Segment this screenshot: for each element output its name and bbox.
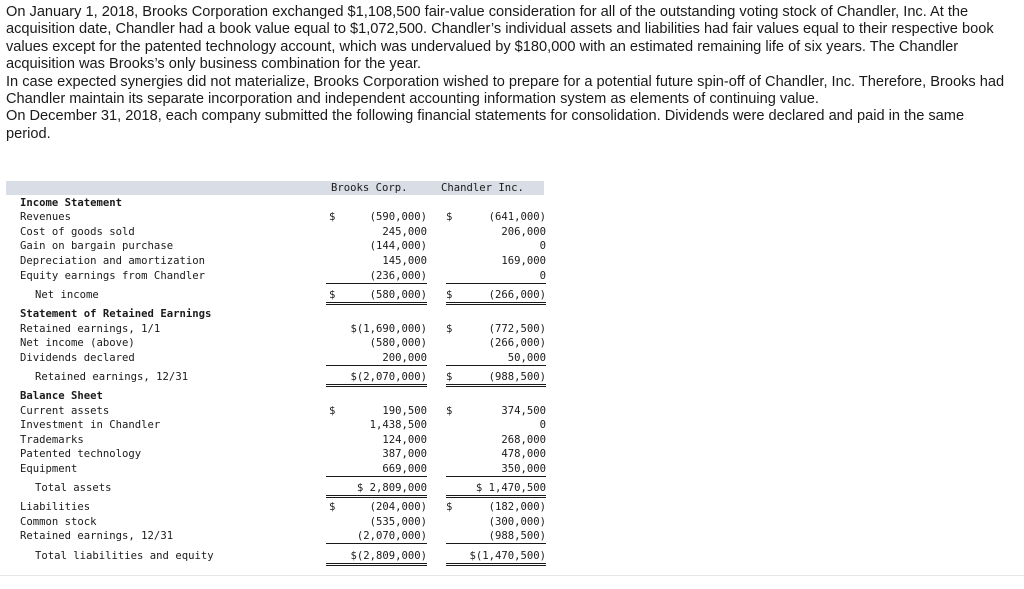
value-chandler: 268,000 bbox=[501, 434, 546, 446]
section-heading: Statement of Retained Earnings bbox=[20, 308, 212, 320]
table-row bbox=[6, 239, 544, 253]
dollar-sign-chandler: $ bbox=[446, 323, 453, 335]
section-heading-row bbox=[6, 307, 544, 321]
table-row bbox=[6, 351, 544, 365]
dollar-sign-chandler: $ bbox=[446, 405, 453, 417]
value-brooks: 124,000 bbox=[382, 434, 427, 446]
section-heading: Balance Sheet bbox=[20, 390, 103, 402]
table-row bbox=[6, 447, 544, 461]
value-brooks: 1,438,500 bbox=[369, 419, 427, 431]
dollar-sign-chandler: $ bbox=[446, 501, 453, 513]
value-chandler: (988,500) bbox=[446, 370, 546, 387]
row-label: Patented technology bbox=[20, 448, 142, 460]
value-brooks: $(2,070,000) bbox=[326, 370, 427, 387]
table-row bbox=[6, 288, 544, 302]
row-label: Equipment bbox=[20, 463, 78, 475]
table-row bbox=[6, 404, 544, 418]
row-label: Net income bbox=[35, 289, 99, 301]
dollar-sign-chandler: $ bbox=[446, 371, 453, 383]
section-heading-row bbox=[6, 196, 544, 210]
value-brooks: $(2,809,000) bbox=[326, 549, 427, 566]
table-row bbox=[6, 370, 544, 384]
table-row bbox=[6, 225, 544, 239]
table-row bbox=[6, 210, 544, 224]
table-row bbox=[6, 549, 544, 563]
row-label: Trademarks bbox=[20, 434, 84, 446]
intro-paragraph-2: In case expected synergies did not materialize, Brooks Corporation wished to prepare for a potential future spin-off of Chandler, Inc. Therefore, Brooks had Chandler maintain its separate incorporation and independent accounting information system as elements of continuing value. bbox=[6, 73, 1005, 108]
dollar-sign-chandler: $ bbox=[446, 211, 453, 223]
table-row bbox=[6, 322, 544, 336]
value-brooks: 200,000 bbox=[326, 351, 427, 366]
table-row bbox=[6, 336, 544, 350]
dollar-sign-brooks: $ bbox=[329, 289, 336, 301]
value-chandler: 350,000 bbox=[446, 462, 546, 477]
value-brooks: (144,000) bbox=[369, 240, 427, 252]
row-label: Retained earnings, 12/31 bbox=[20, 530, 174, 542]
table-row bbox=[6, 433, 544, 447]
value-chandler: (641,000) bbox=[488, 211, 546, 223]
value-chandler: 0 bbox=[539, 419, 546, 431]
value-chandler: 0 bbox=[539, 240, 546, 252]
table-row bbox=[6, 269, 544, 283]
value-brooks: 245,000 bbox=[382, 226, 427, 238]
table-row bbox=[6, 462, 544, 476]
row-label: Current assets bbox=[20, 405, 110, 417]
dollar-sign-brooks: $ bbox=[329, 405, 336, 417]
value-brooks: (204,000) bbox=[369, 501, 427, 513]
value-brooks: (2,070,000) bbox=[326, 529, 427, 544]
value-brooks: $(1,690,000) bbox=[350, 323, 427, 335]
table-row bbox=[6, 515, 544, 529]
row-label: Gain on bargain purchase bbox=[20, 240, 174, 252]
row-label: Retained earnings, 1/1 bbox=[20, 323, 161, 335]
row-label: Equity earnings from Chandler bbox=[20, 270, 205, 282]
dollar-sign-brooks: $ bbox=[329, 501, 336, 513]
intro-paragraph-1: On January 1, 2018, Brooks Corporation exchanged $1,108,500 fair-value consideration for all of the outstanding voting stock of Chandler, Inc. At the acquisition date, Chandler had a book value equal to $1,072,500. Chandler’s individual assets and liabilities had fair values equal to their respective book values except for the patented technology account, which was undervalued by $180,000 with an estimated remaining life of six years. The Chandler acquisition was Brooks’s only business combination for the year. bbox=[6, 4, 994, 73]
value-chandler: $ 1,470,500 bbox=[446, 481, 546, 498]
value-chandler: $(1,470,500) bbox=[446, 549, 546, 566]
value-brooks: (590,000) bbox=[369, 211, 427, 223]
table-row bbox=[6, 481, 544, 495]
financial-statements-table bbox=[6, 181, 544, 571]
row-label: Investment in Chandler bbox=[20, 419, 161, 431]
row-label: Common stock bbox=[20, 516, 97, 528]
value-chandler: (300,000) bbox=[488, 516, 546, 528]
row-label: Total liabilities and equity bbox=[35, 550, 214, 562]
row-label: Net income (above) bbox=[20, 337, 135, 349]
value-brooks: 190,500 bbox=[382, 405, 427, 417]
value-chandler: (266,000) bbox=[446, 288, 546, 305]
row-label: Retained earnings, 12/31 bbox=[35, 371, 189, 383]
dollar-sign-chandler: $ bbox=[446, 289, 453, 301]
row-label: Revenues bbox=[20, 211, 72, 223]
value-chandler: 169,000 bbox=[501, 255, 546, 267]
value-chandler: (182,000) bbox=[488, 501, 546, 513]
dollar-sign-brooks: $ bbox=[329, 211, 336, 223]
value-chandler: 0 bbox=[446, 269, 546, 284]
row-label: Depreciation and amortization bbox=[20, 255, 205, 267]
row-label: Total assets bbox=[35, 482, 112, 494]
value-brooks: (236,000) bbox=[326, 269, 427, 284]
section-heading-row bbox=[6, 389, 544, 403]
intro-paragraph-3: On December 31, 2018, each company submitted the following financial statements for consolidation. Dividends were declared and paid in the same period. bbox=[6, 108, 965, 142]
row-label: Cost of goods sold bbox=[20, 226, 135, 238]
value-chandler: 206,000 bbox=[501, 226, 546, 238]
divider bbox=[0, 575, 1024, 576]
table-row bbox=[6, 418, 544, 432]
table-row bbox=[6, 529, 544, 543]
value-chandler: 478,000 bbox=[501, 448, 546, 460]
value-chandler: (266,000) bbox=[488, 337, 546, 349]
value-chandler: 50,000 bbox=[446, 351, 546, 366]
column-header-chandler: Chandler Inc. bbox=[441, 182, 524, 194]
row-label: Liabilities bbox=[20, 501, 91, 513]
value-chandler: (772,500) bbox=[488, 323, 546, 335]
value-brooks: 145,000 bbox=[382, 255, 427, 267]
value-brooks: $ 2,809,000 bbox=[326, 481, 427, 498]
section-heading: Income Statement bbox=[20, 197, 123, 209]
value-brooks: 669,000 bbox=[326, 462, 427, 477]
table-row bbox=[6, 254, 544, 268]
column-header-brooks: Brooks Corp. bbox=[331, 182, 408, 194]
value-brooks: 387,000 bbox=[382, 448, 427, 460]
value-chandler: (988,500) bbox=[446, 529, 546, 544]
value-brooks: (580,000) bbox=[326, 288, 427, 305]
value-brooks: (535,000) bbox=[369, 516, 427, 528]
table-row bbox=[6, 500, 544, 514]
row-label: Dividends declared bbox=[20, 352, 135, 364]
value-brooks: (580,000) bbox=[369, 337, 427, 349]
problem-text bbox=[6, 4, 1006, 143]
value-chandler: 374,500 bbox=[501, 405, 546, 417]
